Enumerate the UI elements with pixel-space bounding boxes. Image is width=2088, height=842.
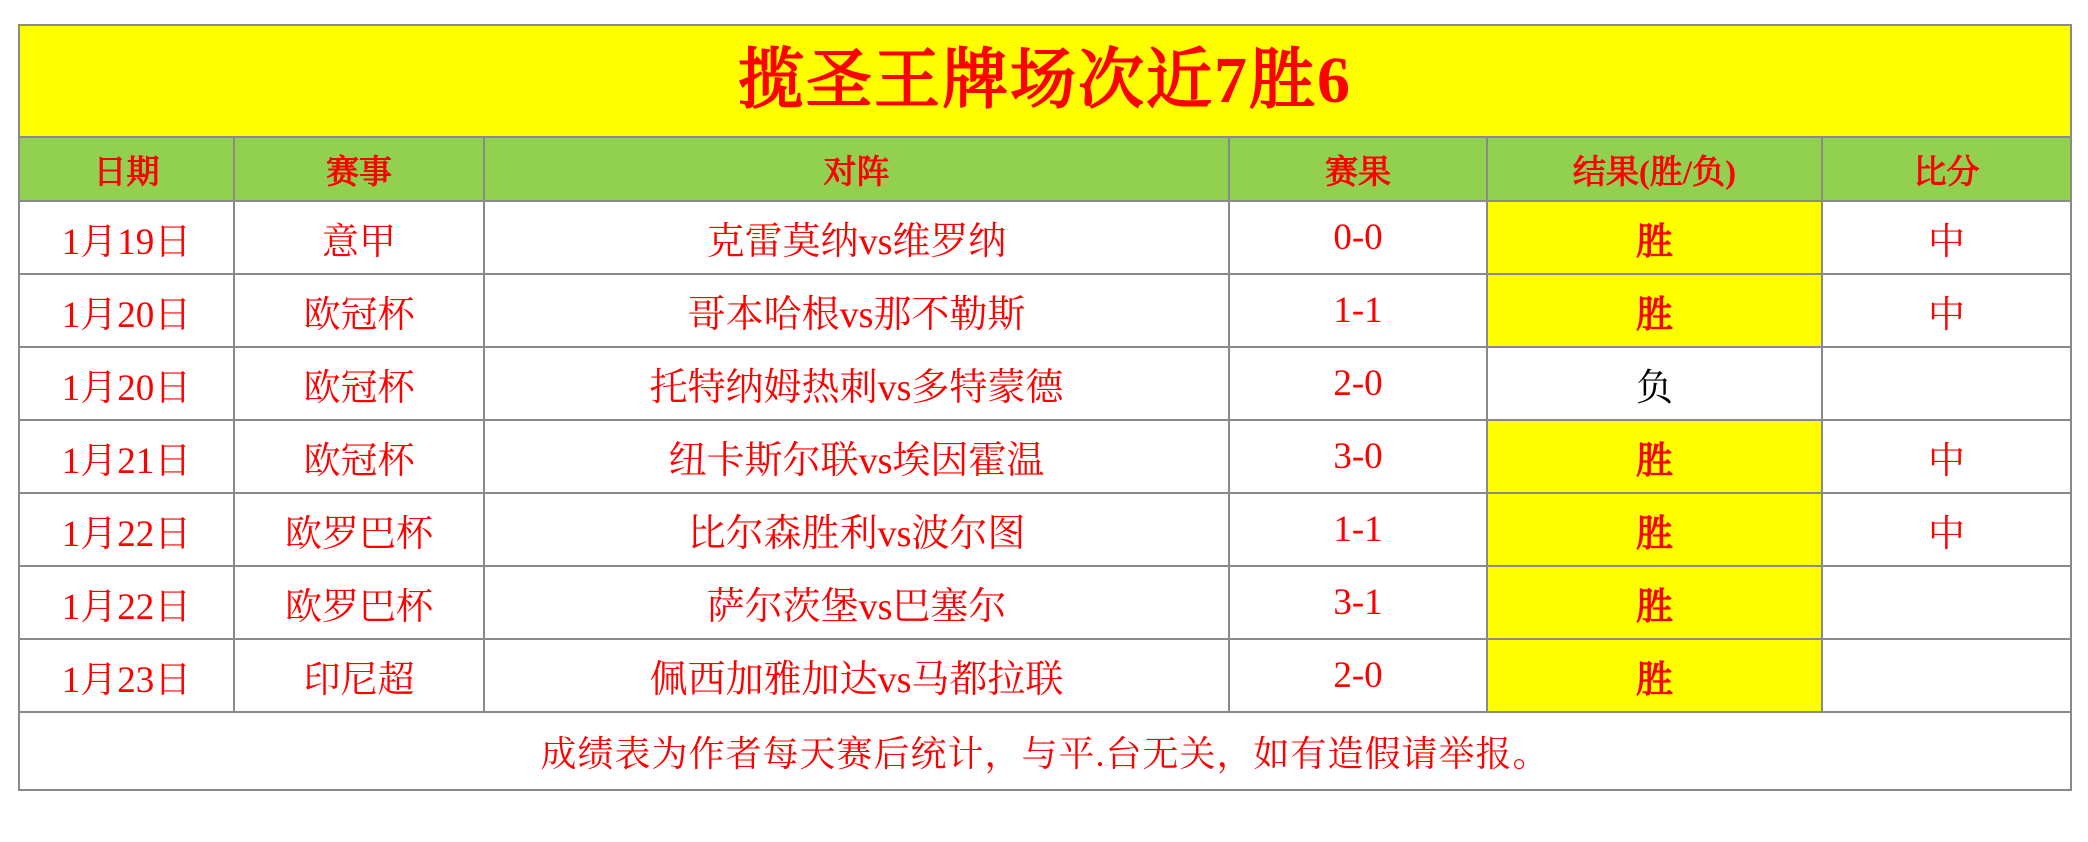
table-body xyxy=(19,25,2071,790)
table-row xyxy=(19,347,2071,420)
cell-score: 3-0 xyxy=(1229,420,1487,493)
status-badge: 胜 xyxy=(1487,566,1822,639)
cell-mark: 中 xyxy=(1822,274,2071,347)
page-title: 揽圣王牌场次近7胜6 xyxy=(19,25,2071,137)
cell-mark xyxy=(1822,347,2071,420)
table-row xyxy=(19,420,2071,493)
cell-league: 意甲 xyxy=(234,201,484,274)
cell-date: 1月21日 xyxy=(19,420,234,493)
table-header-row xyxy=(19,137,2071,201)
column-header-score: 赛果 xyxy=(1229,137,1487,201)
cell-league: 印尼超 xyxy=(234,639,484,712)
cell-score: 2-0 xyxy=(1229,639,1487,712)
cell-mark xyxy=(1822,566,2071,639)
cell-match: 哥本哈根vs那不勒斯 xyxy=(484,274,1229,347)
status-badge: 胜 xyxy=(1487,493,1822,566)
cell-match: 克雷莫纳vs维罗纳 xyxy=(484,201,1229,274)
status-badge: 负 xyxy=(1487,347,1822,420)
cell-league: 欧罗巴杯 xyxy=(234,493,484,566)
table-row xyxy=(19,566,2071,639)
table-row xyxy=(19,639,2071,712)
cell-match: 佩西加雅加达vs马都拉联 xyxy=(484,639,1229,712)
cell-date: 1月20日 xyxy=(19,274,234,347)
cell-date: 1月20日 xyxy=(19,347,234,420)
cell-date: 1月19日 xyxy=(19,201,234,274)
cell-mark xyxy=(1822,639,2071,712)
cell-league: 欧冠杯 xyxy=(234,420,484,493)
cell-score: 3-1 xyxy=(1229,566,1487,639)
column-header-date: 日期 xyxy=(19,137,234,201)
cell-mark: 中 xyxy=(1822,493,2071,566)
cell-league: 欧罗巴杯 xyxy=(234,566,484,639)
column-header-mark: 比分 xyxy=(1822,137,2071,201)
cell-match: 萨尔茨堡vs巴塞尔 xyxy=(484,566,1229,639)
status-badge: 胜 xyxy=(1487,639,1822,712)
status-badge: 胜 xyxy=(1487,420,1822,493)
cell-match: 纽卡斯尔联vs埃因霍温 xyxy=(484,420,1229,493)
cell-date: 1月22日 xyxy=(19,493,234,566)
results-table xyxy=(18,24,2072,791)
cell-score: 1-1 xyxy=(1229,493,1487,566)
disclaimer-note: 成绩表为作者每天赛后统计，与平.台无关，如有造假请举报。 xyxy=(19,712,2071,790)
results-sheet xyxy=(18,24,2070,791)
cell-mark: 中 xyxy=(1822,420,2071,493)
cell-score: 2-0 xyxy=(1229,347,1487,420)
cell-score: 0-0 xyxy=(1229,201,1487,274)
title-row xyxy=(19,25,2071,137)
cell-match: 比尔森胜利vs波尔图 xyxy=(484,493,1229,566)
table-row xyxy=(19,201,2071,274)
cell-league: 欧冠杯 xyxy=(234,347,484,420)
cell-score: 1-1 xyxy=(1229,274,1487,347)
cell-date: 1月22日 xyxy=(19,566,234,639)
cell-league: 欧冠杯 xyxy=(234,274,484,347)
column-header-result: 结果(胜/负) xyxy=(1487,137,1822,201)
column-header-match: 对阵 xyxy=(484,137,1229,201)
cell-mark: 中 xyxy=(1822,201,2071,274)
column-header-league: 赛事 xyxy=(234,137,484,201)
cell-date: 1月23日 xyxy=(19,639,234,712)
status-badge: 胜 xyxy=(1487,274,1822,347)
cell-match: 托特纳姆热刺vs多特蒙德 xyxy=(484,347,1229,420)
status-badge: 胜 xyxy=(1487,201,1822,274)
table-row xyxy=(19,274,2071,347)
table-row xyxy=(19,493,2071,566)
footer-row xyxy=(19,712,2071,790)
